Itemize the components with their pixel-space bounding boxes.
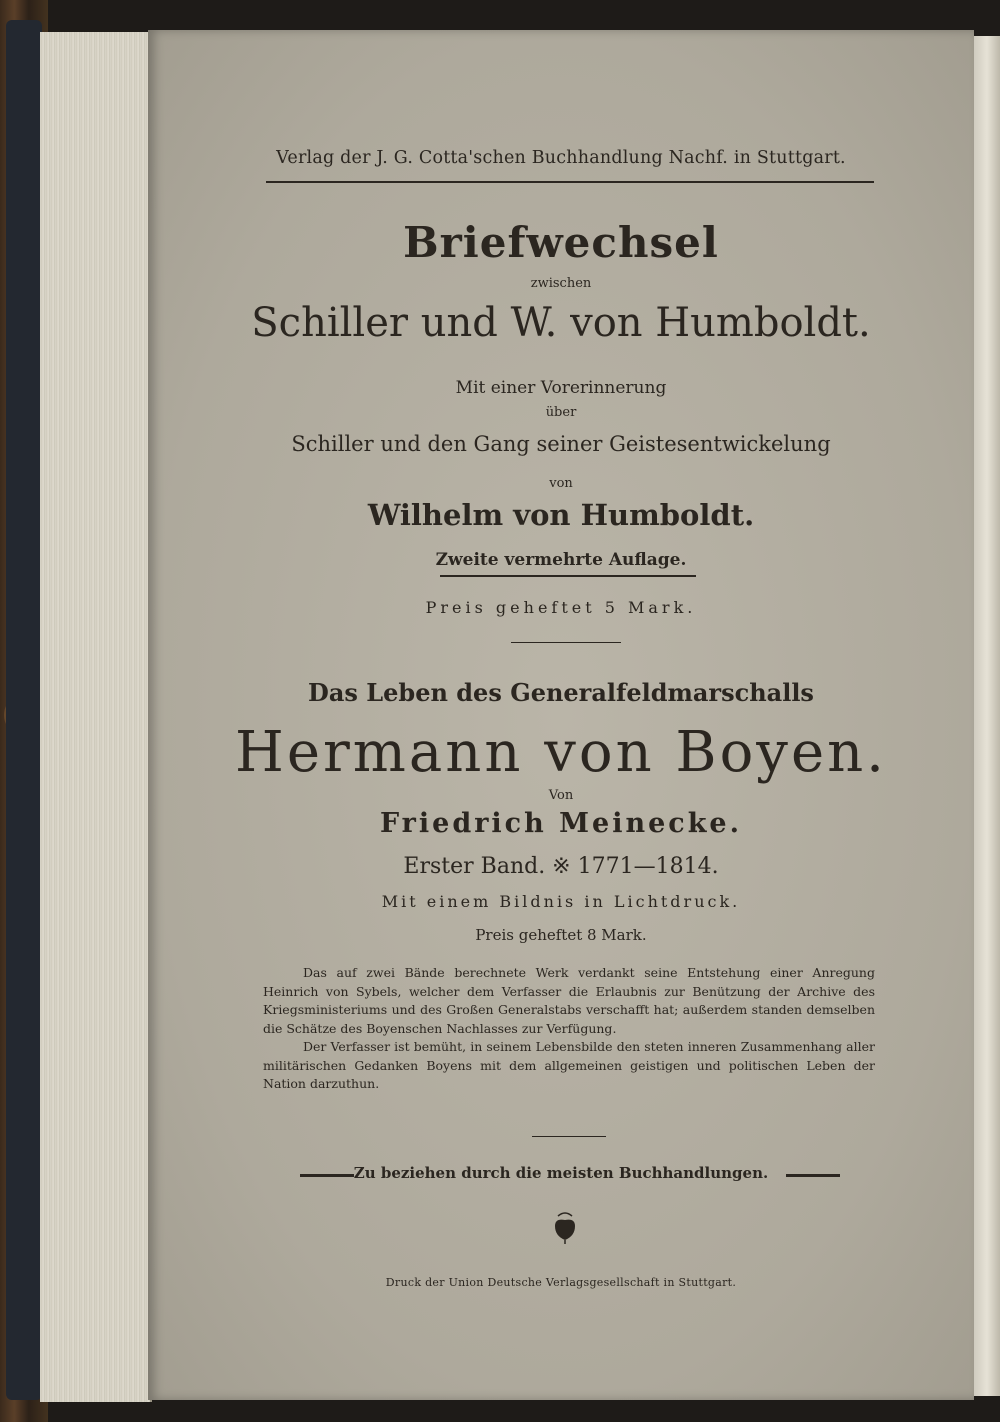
divider-short [511, 642, 621, 643]
book1-between: zwischen [530, 276, 592, 291]
book1-by: von [549, 476, 573, 491]
availability-line: Zu beziehen durch die meisten Buchhandlungen. [353, 1164, 769, 1182]
book1-price: Preis geheftet 5 Mark. [425, 598, 697, 617]
book2-description [263, 964, 875, 1094]
book1-author: Wilhelm von Humboldt. [367, 498, 755, 532]
book2-volume: Erster Band. ※ 1771—1814. [403, 854, 719, 879]
publisher-underline [266, 181, 874, 183]
book-spine [6, 20, 42, 1400]
book1-edition: Zweite vermehrte Auflage. [435, 550, 687, 570]
printer-ornament-icon [550, 1210, 580, 1244]
book2-by: Von [548, 788, 574, 803]
book2-title-line1: Das Leben des Generalfeldmarschalls [308, 678, 814, 707]
book1-title: Briefwechsel [403, 218, 719, 267]
availability-dash-right [786, 1174, 840, 1177]
page-edges [40, 32, 152, 1402]
divider-short-2 [532, 1136, 606, 1137]
advertisement-page [148, 30, 974, 1400]
book2-author: Friedrich Meinecke. [379, 808, 743, 839]
printer-line: Druck der Union Deutsche Verlagsgesellschaft in Stuttgart. [385, 1276, 737, 1289]
book1-note2: über [545, 405, 577, 420]
publisher-line: Verlag der J. G. Cotta'schen Buchhandlung Nachf. in Stuttgart. [276, 148, 846, 168]
edition-underline [440, 575, 696, 577]
description-paragraph-2: Der Verfasser ist bemüht, in seinem Lebensbilde den steten inneren Zusammenhang aller militärischen Gedanken Boyens mit dem allgemeinen geistigen und politischen Leben der Nation darzuthun. [263, 1039, 875, 1091]
right-page-edges [974, 36, 1000, 1396]
book1-names: Schiller und W. von Humboldt. [251, 300, 871, 346]
book1-note1: Mit einer Vorerinnerung [455, 378, 667, 398]
description-paragraph-1: Das auf zwei Bände berechnete Werk verdankt seine Entstehung einer Anregung Heinrich von Sybels, welcher dem Verfasser die Erlaubnis zur Benützung der Archive des Kriegsministeriums und des Großen Generalstabs verschafft hat; außerdem standen demselben die Schätze des Boyenschen Nachlasses zur Verfügung. [263, 965, 875, 1036]
book2-illustration: Mit einem Bildnis in Lichtdruck. [381, 892, 741, 911]
book2-price: Preis geheftet 8 Mark. [475, 926, 647, 944]
book1-note3: Schiller und den Gang seiner Geistesentwickelung [291, 432, 831, 456]
book2-title-line2: Hermann von Boyen. [235, 720, 887, 785]
